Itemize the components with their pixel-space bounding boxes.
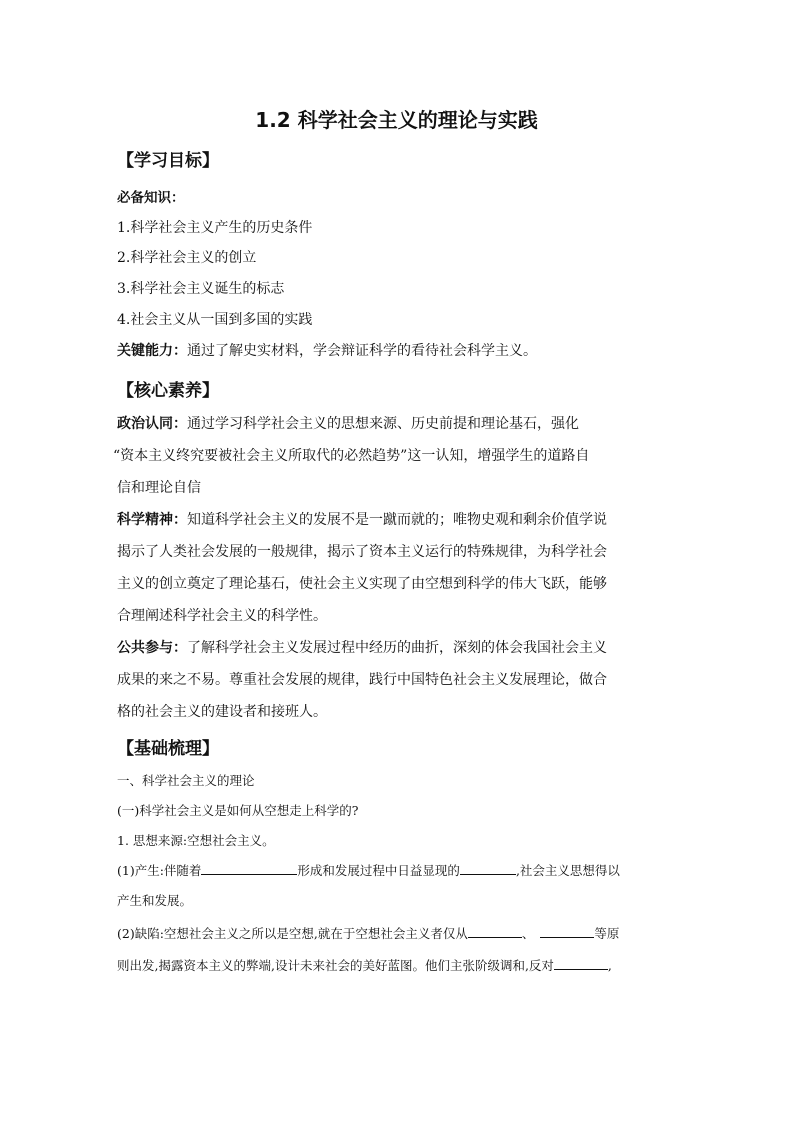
fill-blank-2 bbox=[460, 862, 516, 875]
key-ability-label: 关键能力： bbox=[117, 343, 187, 359]
political-label: 政治认同： bbox=[117, 416, 187, 432]
science-line-4: 合理阐述科学社会主义的科学性。 bbox=[117, 608, 327, 624]
fill-blank-5 bbox=[554, 957, 608, 970]
goal-item-1: 1.科学社会主义产生的历史条件 bbox=[117, 220, 313, 236]
political-text-1: 通过学习科学社会主义的思想来源、历史前提和理论基石，强化 bbox=[187, 416, 579, 432]
public-label: 公共参与： bbox=[117, 640, 187, 656]
basics-line-2: (一)科学社会主义是如何从空想走上科学的? bbox=[117, 803, 359, 818]
p2-text-a: (2)缺陷:空想社会主义之所以是空想,就在于空想社会主义者仅从 bbox=[117, 926, 468, 941]
basics-line-1: 一、科学社会主义的理论 bbox=[117, 773, 255, 788]
p1-text-b: 形成和发展过程中日益显现的 bbox=[297, 863, 460, 878]
basics-line-3: 1. 思想来源:空想社会主义。 bbox=[117, 833, 275, 848]
p2-text-d: 则出发,揭露资本主义的弊端,设计未来社会的美好蓝图。他们主张阶级调和,反对 bbox=[117, 958, 554, 973]
goal-item-3: 3.科学社会主义诞生的标志 bbox=[117, 281, 285, 297]
p1-text-c: ,社会主义思想得以 bbox=[515, 863, 620, 878]
political-line-3: 信和理论自信 bbox=[117, 480, 201, 496]
public-line-2: 成果的来之不易。尊重社会发展的规律，践行中国特色社会主义发展理论，做合 bbox=[117, 672, 607, 688]
public-line-3: 格的社会主义的建设者和接班人。 bbox=[117, 704, 327, 720]
fill-blank-4 bbox=[540, 925, 594, 938]
political-line-1 bbox=[117, 414, 579, 434]
section-heading-literacy: 【核心素养】 bbox=[117, 381, 219, 401]
public-text-1: 了解科学社会主义发展过程中经历的曲折，深刻的体会我国社会主义 bbox=[187, 640, 607, 656]
science-text-1: 知道科学社会主义的发展不是一蹴而就的；唯物史观和剩余价值学说 bbox=[187, 512, 607, 528]
science-line-2: 揭示了人类社会发展的一般规律，揭示了资本主义运行的特殊规律，为科学社会 bbox=[117, 544, 607, 560]
p2-text-b: 、 bbox=[521, 926, 535, 941]
goal-item-4: 4.社会主义从一国到多国的实践 bbox=[117, 312, 313, 328]
basics-para-2-line-2 bbox=[117, 957, 612, 975]
key-ability-text: 通过了解史实材料，学会辩证科学的看待社会科学主义。 bbox=[187, 343, 537, 359]
p1-text-a: (1)产生:伴随着 bbox=[117, 863, 202, 878]
section-heading-basics: 【基础梳理】 bbox=[117, 739, 219, 759]
science-label: 科学精神： bbox=[117, 512, 187, 528]
p2-text-c: 等原 bbox=[594, 926, 620, 941]
goal-item-2: 2.科学社会主义的创立 bbox=[117, 250, 257, 266]
required-knowledge-label: 必备知识： bbox=[117, 190, 185, 206]
fill-blank-3 bbox=[468, 925, 522, 938]
fill-blank-1 bbox=[201, 862, 297, 875]
science-line-1 bbox=[117, 510, 607, 530]
page-title: 1.2 科学社会主义的理论与实践 bbox=[255, 108, 538, 132]
political-line-2: “资本主义终究要被社会主义所取代的必然趋势”这一认知，增强学生的道路自 bbox=[113, 448, 590, 464]
key-ability-line bbox=[117, 341, 537, 361]
basics-para-1-line-2: 产生和发展。 bbox=[117, 893, 193, 908]
science-line-3: 主义的创立奠定了理论基石，使社会主义实现了由空想到科学的伟大飞跃，能够 bbox=[117, 576, 607, 592]
p2-text-e: , bbox=[607, 958, 612, 973]
public-line-1 bbox=[117, 638, 607, 658]
basics-para-2-line-1 bbox=[117, 925, 619, 943]
basics-para-1-line-1 bbox=[117, 862, 620, 880]
section-heading-goals: 【学习目标】 bbox=[117, 151, 219, 171]
